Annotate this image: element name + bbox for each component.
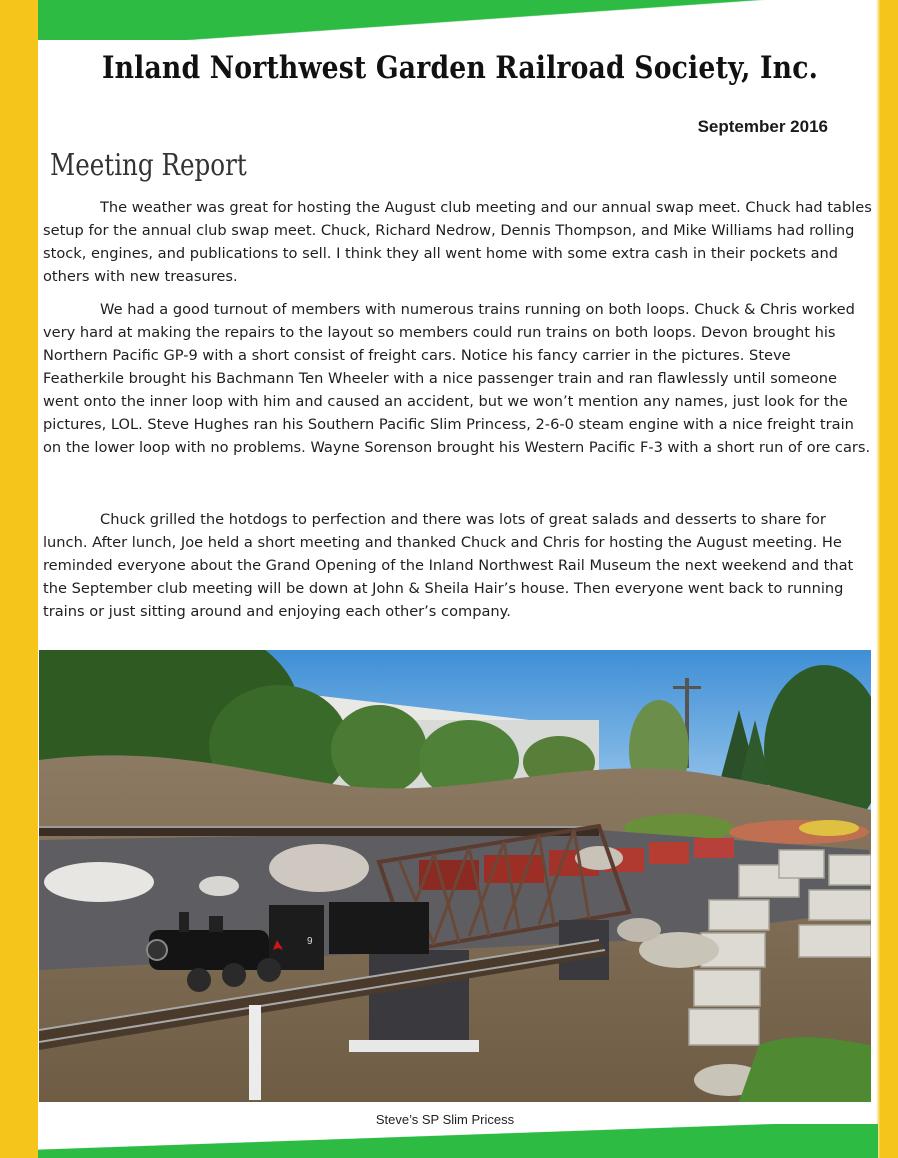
issue-date: September 2016 <box>697 117 828 136</box>
top-border-stripe <box>38 0 898 40</box>
garden-railroad-photo <box>39 650 871 1102</box>
article-paragraph-3: Chuck grilled the hotdogs to perfection and there was lots of great salads and desserts to share for lunch. After lunch, Joe held a short meeting and thanked Chuck and Chris for hosting the August meeting. He reminded everyone about the Grand Opening of the Inland Northwest Rail Museum the next weekend and that the September club meeting will be down at John & Sheila Hair’s house. Then everyone went back to running trains or just sitting around and enjoying each other’s company. <box>43 511 854 620</box>
section-heading: Meeting Report <box>50 148 247 183</box>
newsletter-title: Inland Northwest Garden Railroad Society, Inc. <box>101 50 819 86</box>
article-paragraph-2: We had a good turnout of members with numerous trains running on both loops. Chuck & Chris worked very hard at making the repairs to the layout so members could run trains on both loops. Devon brought his Northern Pacific GP-9 with a short consist of freight cars. Notice his fancy carrier in the pictures. Steve Featherkile brought his Bachmann Ten Wheeler with a nice passenger train and ran flawlessly until someone went onto the inner loop with him and caused an accident, but we won’t mention any names, just look for the pictures, LOL. Steve Hughes ran his Southern Pacific Slim Princess, 2-6-0 steam engine with a nice freight train on the lower loop with no problems. Wayne Sorenson brought his Western Pacific F-3 with a short run of ore cars. <box>43 301 871 456</box>
bottom-border-stripe <box>38 1124 878 1158</box>
locomotive-number: 9 <box>307 936 313 947</box>
left-border-stripe <box>0 0 38 1158</box>
photo-caption: Steve’s SP Slim Pricess <box>375 1112 515 1127</box>
article-paragraph-1: The weather was great for hosting the August club meeting and our annual swap meet. Chuck had tables setup for the annual club swap meet. Chuck, Richard Nedrow, Dennis Thompson, and Mike Williams had rolling stock, engines, and publications to sell. I think they all went home with some extra cash in their pockets and others with new treasures. <box>43 199 872 285</box>
right-border-stripe <box>876 0 898 1158</box>
